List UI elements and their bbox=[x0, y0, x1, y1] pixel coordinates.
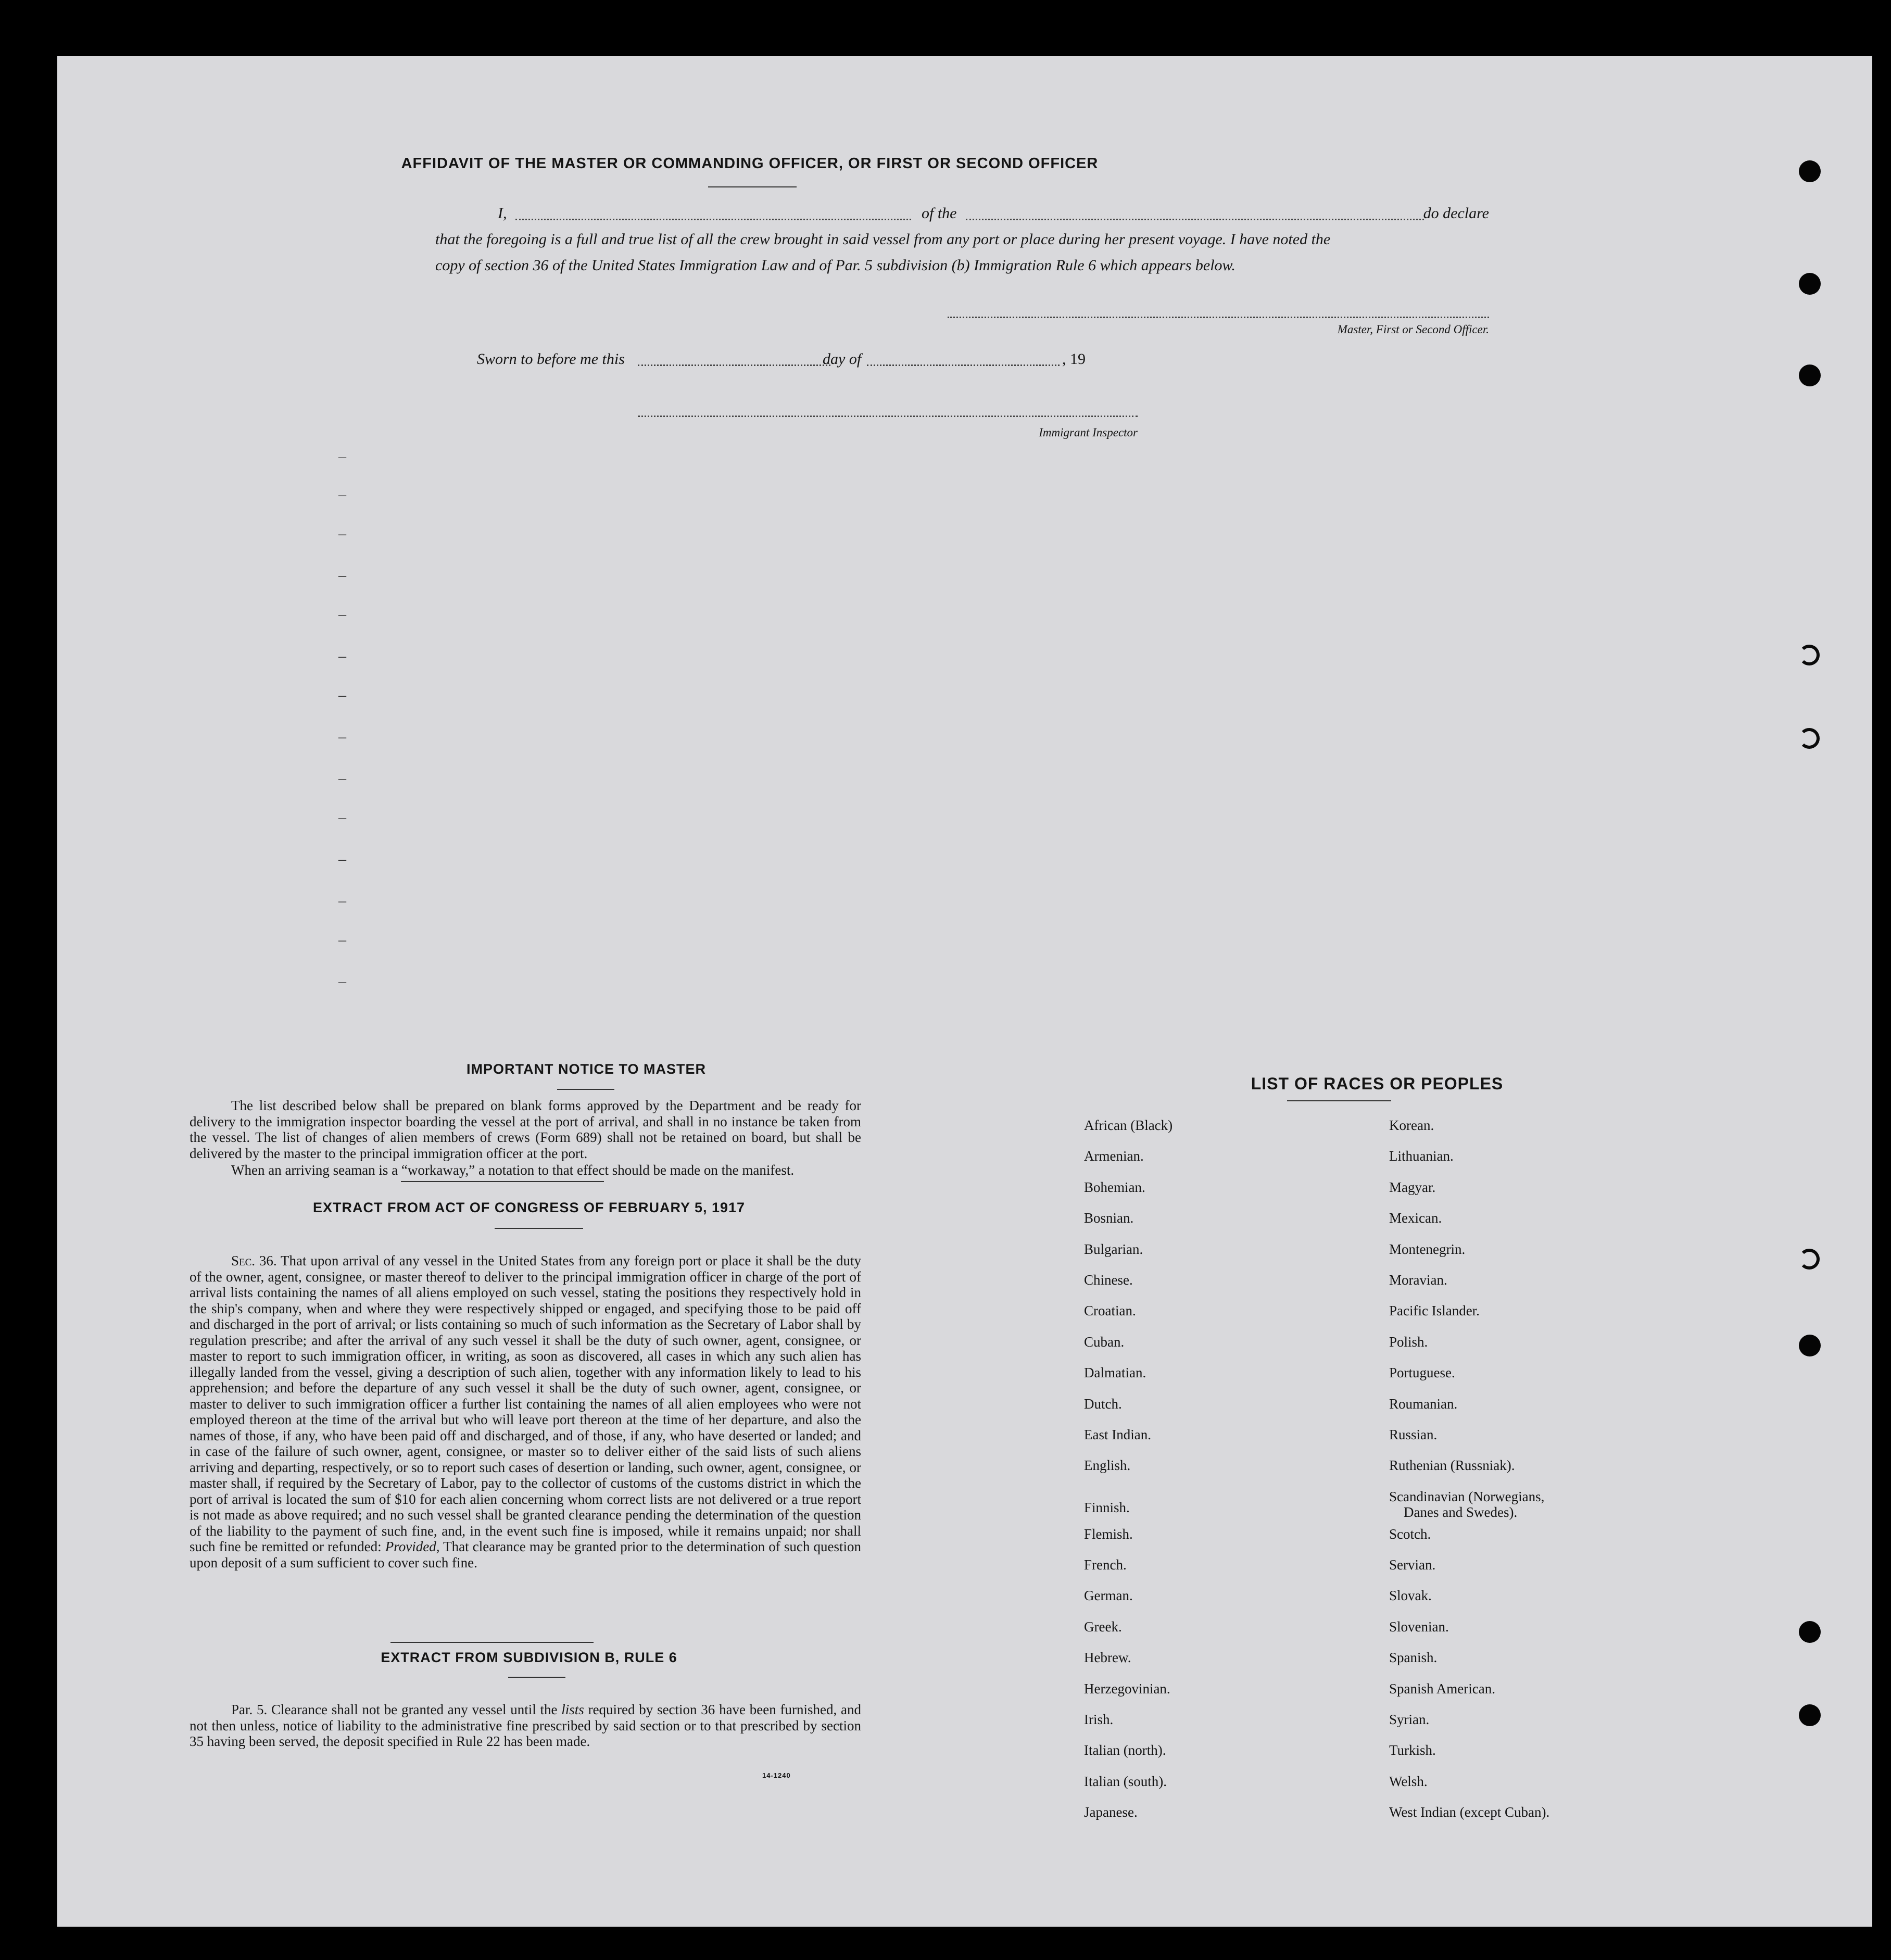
section-body: That upon arrival of any vessel in the United States from any foreign port or place it shall be the duty of the owner, agent, consignee, or master thereof to deliver to the principal immigration officer in charge of the port of arrival lists containing the names of all aliens employed on such vessel, stating the positions they respectively hold in the ship's company, when and where they were respectively shipped or engaged, and specifying those to be paid off and discharged in the port of arrival; or lists containing so much of such information as the Secretary of Labor shall by regulation prescribe; and after the arrival of any such vessel it shall be the duty of such owner, agent, consignee, or master to report to such immigration officer, in writing, as soon as discovered, all cases in which any such alien has illegally landed from the vessel, giving a description of such alien, together with any information likely to lead to his apprehension; and before the departure of any such vessel it shall be the duty of such owner, agent, consignee, or master to deliver to such immigration officer a further list containing the names of all alien employees who were not employed thereon at the time of the arrival but who will leave port thereon at the time of her departure, and also the names of those, if any, who have been paid off and discharged, and of those, if any, who have deserted or landed; and in case of the failure of such owner, agent, consignee, or master so to deliver either of the said lists of such aliens arriving and departing, respectively, or so to report such cases of desertion or landing, such owner, agent, consignee, or master shall, if required by the Secretary of Labor, pay to the collector of customs of the customs district in which the port of arrival is located the sum of $10 for each alien concerning whom correct lists are not delivered or a true report is not made as above required; and no such vessel shall be granted clearance pending the determination of the question of the liability to the payment of such fine, and, in the event such fine is imposed, while it remains unpaid; nor shall such fine be remitted or refunded: bbox=[190, 1253, 862, 1554]
tick-mark: – bbox=[338, 973, 346, 990]
act-title: EXTRACT FROM ACT OF CONGRESS OF FEBRUARY 5, 1917 bbox=[312, 1200, 746, 1215]
race-item: Montenegrin. bbox=[1389, 1241, 1466, 1257]
document-page bbox=[57, 56, 1872, 1927]
race-item: Spanish. bbox=[1389, 1650, 1438, 1666]
tick-mark: – bbox=[338, 567, 346, 584]
master-caption: Master, First or Second Officer. bbox=[1337, 323, 1489, 336]
race-item: Scandinavian (Norwegians, bbox=[1389, 1488, 1545, 1504]
divider bbox=[401, 1181, 604, 1182]
race-item: Syrian. bbox=[1389, 1712, 1430, 1728]
divider bbox=[390, 1642, 594, 1643]
affidavit-title: AFFIDAVIT OF THE MASTER OR COMMANDING OFFICER, OR FIRST OR SECOND OFFICER bbox=[401, 155, 1099, 172]
affidavit-i: I, bbox=[498, 205, 507, 222]
inspector-caption: Immigrant Inspector bbox=[1039, 426, 1138, 439]
tick-mark: – bbox=[338, 770, 346, 787]
notice-para-1: The list described below shall be prepared on blank forms approved by the Department and be ready for delivery to the immigration inspector boarding the vessel at the port of arrival, and shall in no instance be taken from the vessel. The list of changes of alien members of crews (Form 689) shall not be retained on board, but shall be delivered by the master to the principal immigration officer at the port. bbox=[190, 1098, 861, 1161]
race-item: Portuguese. bbox=[1389, 1365, 1455, 1381]
binder-hole bbox=[1799, 645, 1820, 665]
tick-mark: – bbox=[338, 647, 346, 664]
race-item: Slovak. bbox=[1389, 1588, 1432, 1604]
rule6-title: EXTRACT FROM SUBDIVISION B, RULE 6 bbox=[381, 1650, 677, 1665]
races-right-column bbox=[1389, 1117, 1549, 1836]
divider bbox=[508, 1677, 565, 1678]
race-item: Greek. bbox=[1084, 1618, 1122, 1635]
affidavit-declare: do declare bbox=[1423, 205, 1489, 222]
tick-mark: – bbox=[338, 448, 346, 465]
affidavit-line2: that the foregoing is a full and true list of all the crew brought in said vessel from any port or place during her present voyage. I have noted the bbox=[435, 231, 1331, 248]
divider bbox=[495, 1228, 583, 1229]
race-item: Spanish American. bbox=[1389, 1680, 1495, 1697]
race-item: Herzegovinian. bbox=[1084, 1680, 1170, 1697]
sworn-label: Sworn to before me this bbox=[477, 350, 625, 368]
notice-title: IMPORTANT NOTICE TO MASTER bbox=[467, 1061, 706, 1077]
tick-mark: – bbox=[338, 728, 346, 745]
race-item: Finnish. bbox=[1084, 1499, 1130, 1515]
race-item: French. bbox=[1084, 1557, 1127, 1573]
race-item: Russian. bbox=[1389, 1426, 1438, 1442]
race-item: Bulgarian. bbox=[1084, 1241, 1143, 1257]
notice-para-2: When an arriving seaman is a “workaway,” a notation to that effect should be made on the manifest. bbox=[231, 1162, 795, 1178]
race-item: Pacific Islander. bbox=[1389, 1303, 1480, 1319]
tick-mark: – bbox=[338, 892, 346, 909]
tick-mark: – bbox=[338, 931, 346, 948]
race-item: Polish. bbox=[1389, 1334, 1428, 1350]
race-item: Mexican. bbox=[1389, 1210, 1442, 1226]
race-item: Croatian. bbox=[1084, 1303, 1136, 1319]
binder-hole bbox=[1799, 1621, 1821, 1643]
race-item: Ruthenian (Russniak). bbox=[1389, 1458, 1515, 1474]
section-label: Sec. 36. bbox=[231, 1253, 277, 1268]
binder-hole bbox=[1799, 1335, 1821, 1356]
race-item: Magyar. bbox=[1389, 1179, 1436, 1195]
race-item-cont: Danes and Swedes). bbox=[1404, 1504, 1518, 1520]
race-item: West Indian (except Cuban). bbox=[1389, 1804, 1550, 1820]
vessel-blank bbox=[966, 219, 1424, 220]
binder-hole bbox=[1799, 1704, 1821, 1726]
race-item: Moravian. bbox=[1389, 1272, 1447, 1288]
race-item: Armenian. bbox=[1084, 1148, 1144, 1164]
races-title: LIST OF RACES OR PEOPLES bbox=[1251, 1074, 1504, 1093]
race-item: Slovenian. bbox=[1389, 1618, 1449, 1635]
race-item-scandinavian bbox=[1389, 1489, 1549, 1526]
sworn-day-blank bbox=[638, 365, 830, 366]
affidavit-of-the: of the bbox=[922, 205, 957, 222]
race-item: Roumanian. bbox=[1389, 1396, 1458, 1412]
binder-hole bbox=[1799, 273, 1821, 295]
race-item: Servian. bbox=[1389, 1557, 1436, 1573]
signature-blank bbox=[948, 317, 1489, 318]
day-of-label: day of bbox=[823, 350, 862, 368]
race-item: Hebrew. bbox=[1084, 1650, 1131, 1666]
race-item: African (Black) bbox=[1084, 1117, 1173, 1133]
race-item: Welsh. bbox=[1389, 1773, 1428, 1789]
rule6-text bbox=[190, 1702, 861, 1750]
tick-mark: – bbox=[338, 486, 346, 503]
race-item: Bohemian. bbox=[1084, 1179, 1145, 1195]
race-item: Irish. bbox=[1084, 1712, 1114, 1728]
race-item: Turkish. bbox=[1389, 1742, 1436, 1758]
race-item: Dutch. bbox=[1084, 1396, 1122, 1412]
race-item: German. bbox=[1084, 1588, 1133, 1604]
month-blank bbox=[867, 365, 1060, 366]
binder-hole bbox=[1799, 728, 1820, 749]
divider bbox=[557, 1089, 614, 1090]
inspector-blank bbox=[638, 416, 1138, 417]
races-left-column bbox=[1084, 1117, 1173, 1836]
race-item: East Indian. bbox=[1084, 1426, 1151, 1442]
race-item: Scotch. bbox=[1389, 1526, 1431, 1542]
provided-word: Provided, bbox=[385, 1539, 440, 1554]
race-item: Italian (north). bbox=[1084, 1742, 1166, 1758]
act-text bbox=[190, 1253, 861, 1570]
race-item: Italian (south). bbox=[1084, 1773, 1167, 1789]
tick-mark: – bbox=[338, 606, 346, 623]
year-label: , 19 bbox=[1062, 350, 1086, 368]
race-item: Cuban. bbox=[1084, 1334, 1125, 1350]
tick-mark: – bbox=[338, 525, 346, 542]
divider bbox=[708, 186, 797, 187]
tick-mark: – bbox=[338, 809, 346, 826]
race-item: Dalmatian. bbox=[1084, 1365, 1146, 1381]
race-item: Lithuanian. bbox=[1389, 1148, 1454, 1164]
section-tail: That clearance may be granted prior to the determination of such question upon deposit of a sum sufficient to cover such fine. bbox=[190, 1539, 862, 1570]
tick-mark: – bbox=[338, 850, 346, 868]
name-blank bbox=[515, 219, 911, 220]
form-number: 14-1240 bbox=[762, 1771, 791, 1779]
binder-hole bbox=[1799, 160, 1821, 182]
binder-hole bbox=[1799, 1249, 1820, 1270]
binder-hole bbox=[1799, 365, 1821, 386]
rule6-pre: Par. 5. Clearance shall not be granted any vessel until the bbox=[231, 1702, 558, 1717]
rule6-lists: lists bbox=[561, 1702, 584, 1717]
race-item: Flemish. bbox=[1084, 1526, 1133, 1542]
race-item: Korean. bbox=[1389, 1117, 1434, 1133]
race-item: Chinese. bbox=[1084, 1272, 1133, 1288]
affidavit-line3: copy of section 36 of the United States Immigration Law and of Par. 5 subdivision (b) Immigration Rule 6 which appears below. bbox=[435, 257, 1236, 274]
race-item: Bosnian. bbox=[1084, 1210, 1134, 1226]
race-item: Japanese. bbox=[1084, 1804, 1138, 1820]
rule6-post: required by section 36 have been furnished, and not then unless, notice of liability to the administrative fine prescribed by said section or to that prescribed by section 35 having been served, the deposit specified in Rule 22 has been made. bbox=[190, 1702, 862, 1749]
tick-mark: – bbox=[338, 686, 346, 703]
race-item: English. bbox=[1084, 1458, 1131, 1474]
divider bbox=[1287, 1100, 1391, 1101]
